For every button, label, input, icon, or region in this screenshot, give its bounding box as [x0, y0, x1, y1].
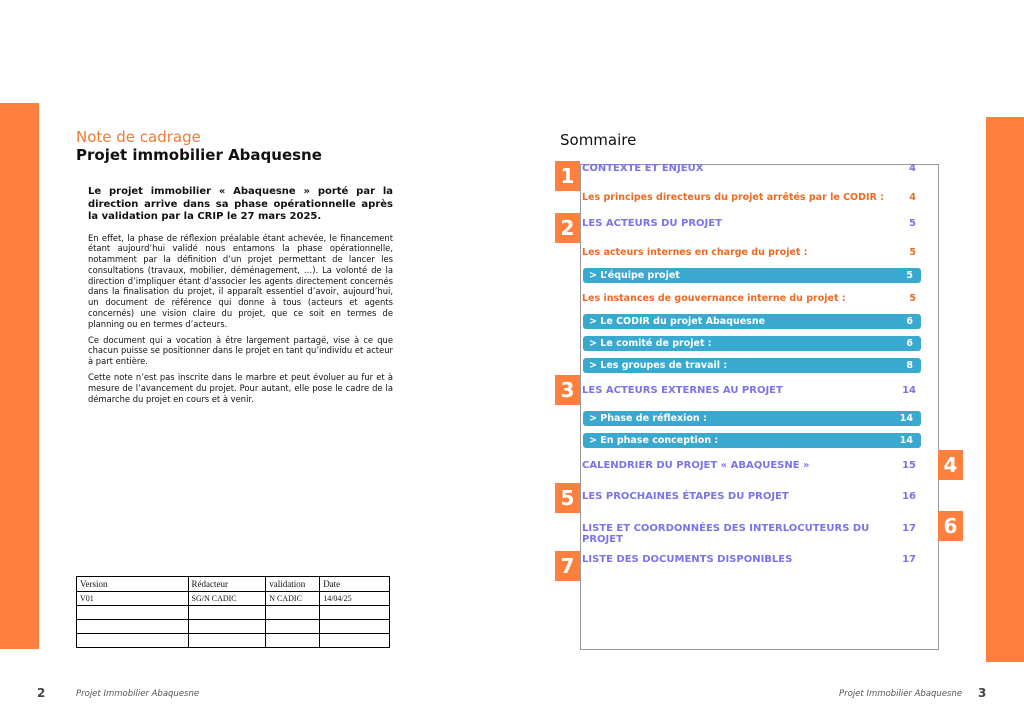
- toc-entry-page: 4: [909, 163, 916, 174]
- left-accent-band: [0, 103, 39, 649]
- section-number-7: 7: [555, 551, 580, 581]
- table-cell: [77, 606, 189, 620]
- validation-header: validation: [266, 577, 320, 592]
- document-title-project: Projet immobilier Abaquesne: [76, 146, 322, 164]
- table-row: [77, 592, 390, 606]
- toc-entry-page: 5: [909, 293, 916, 304]
- toc-entry-label: CONTEXTE ET ENJEUX: [582, 163, 704, 174]
- toc-entry-page: 5: [909, 218, 916, 229]
- toc-entry-page: 17: [902, 523, 916, 534]
- section-number-3: 3: [555, 375, 580, 405]
- toc-entry-external-actors[interactable]: [582, 385, 916, 396]
- toc-entry-page: 17: [902, 554, 916, 565]
- table-row: [77, 634, 390, 648]
- section-number-6: 6: [938, 511, 963, 541]
- toc-entry-internal-actors[interactable]: [582, 247, 916, 258]
- toc-entry-principles[interactable]: [582, 192, 916, 203]
- table-cell: [77, 620, 189, 634]
- toc-entry-project-team[interactable]: [583, 268, 921, 283]
- document-title: [76, 128, 322, 165]
- toc-frame: [580, 164, 939, 650]
- page-number-right: 3: [978, 686, 987, 700]
- toc-entry-page: 16: [902, 491, 916, 502]
- toc-entry-documents[interactable]: [582, 554, 916, 565]
- toc-entry-reflection-phase[interactable]: [583, 411, 921, 426]
- toc-entry-page: 14: [902, 385, 916, 396]
- toc-entry-label: > En phase conception :: [589, 435, 719, 446]
- toc-entry-page: 14: [899, 413, 913, 424]
- toc-entry-label: LES ACTEURS EXTERNES AU PROJET: [582, 385, 783, 396]
- table-cell: [266, 634, 320, 648]
- table-cell: [188, 620, 266, 634]
- table-cell: [188, 606, 266, 620]
- section-number-2: 2: [555, 213, 580, 243]
- toc-entry-codir[interactable]: [583, 314, 921, 329]
- toc-entry-page: 4: [909, 192, 916, 203]
- toc-entry-label: LISTE ET COORDONNÉES DES INTERLOCUTEURS DU PROJET: [582, 523, 870, 545]
- intro-lead: Le projet immobilier « Abaquesne » porté par la direction arrive dans sa phase opérationnelle après la validation par la CRIP le 27 mars 2025.: [88, 186, 393, 222]
- page-number-left: 2: [37, 686, 46, 700]
- table-cell: [320, 606, 390, 620]
- intro-text: [88, 186, 393, 409]
- toc-entry-label: Les instances de gouvernance interne du projet :: [582, 293, 846, 304]
- toc-entry-working-groups[interactable]: [583, 358, 921, 373]
- toc-entry-label: LES PROCHAINES ÉTAPES DU PROJET: [582, 491, 789, 502]
- toc-entry-page: 6: [906, 338, 913, 349]
- toc-entry-label: > L’équipe projet: [589, 270, 680, 281]
- footer-right: Projet Immobilier Abaquesne: [839, 689, 963, 699]
- date-header: Date: [320, 577, 390, 592]
- version-header: Version: [77, 577, 189, 592]
- section-number-4: 4: [938, 450, 963, 480]
- toc-entry-actors[interactable]: [582, 218, 916, 229]
- toc-entry-label: Les acteurs internes en charge du projet :: [582, 247, 808, 258]
- toc-entry-label: CALENDRIER DU PROJET « ABAQUESNE »: [582, 460, 810, 471]
- table-cell: [320, 620, 390, 634]
- toc-entry-next-steps[interactable]: [582, 491, 916, 502]
- toc-entry-label: LES ACTEURS DU PROJET: [582, 218, 722, 229]
- toc-entry-contacts[interactable]: [582, 523, 916, 545]
- table-row: [77, 620, 390, 634]
- toc-title: Sommaire: [560, 131, 637, 149]
- toc-entry-label: Les principes directeurs du projet arrêtés par le CODIR :: [582, 192, 884, 203]
- toc-entry-design-phase[interactable]: [583, 433, 921, 448]
- table-cell: [266, 620, 320, 634]
- toc-entry-page: 14: [899, 435, 913, 446]
- table-cell: [266, 606, 320, 620]
- footer-left: Projet Immobilier Abaquesne: [76, 689, 200, 699]
- table-row: [77, 606, 390, 620]
- toc-entry-page: 6: [906, 316, 913, 327]
- document-title-kind: Note de cadrage: [76, 128, 201, 146]
- table-cell: N CADIC: [266, 592, 320, 606]
- toc-entry-page: 15: [902, 460, 916, 471]
- toc-entry-page: 5: [909, 247, 916, 258]
- table-cell: V01: [77, 592, 189, 606]
- toc-entry-label: > Le comité de projet :: [589, 338, 712, 349]
- toc-entry-label: LISTE DES DOCUMENTS DISPONIBLES: [582, 554, 793, 565]
- toc-entry-project-committee[interactable]: [583, 336, 921, 351]
- table-cell: 14/04/25: [320, 592, 390, 606]
- intro-paragraph-1: En effet, la phase de réflexion préalable étant achevée, le financement étant aujourd’hui validé nous entamons la phase opérationnelle, notamment par la définition d’un projet permettant de lancer les consultations (travaux, mobilier, déménagement, …). La volonté de la direction d’impliquer étant d’associer les agents directement concernés dans la finalisation du projet, il apparaît essentiel d’avoir, aujourd’hui, un document de référence qui donne à tous (acteurs et agents concernés) une vision claire du projet, que ce soit en termes de planning ou en termes d’acteurs.: [88, 232, 393, 329]
- right-accent-band: [986, 117, 1024, 662]
- toc-entry-label: > Phase de réflexion :: [589, 413, 707, 424]
- author-header: Rédacteur: [188, 577, 266, 592]
- toc-entry-label: > Le CODIR du projet Abaquesne: [589, 316, 766, 327]
- table-cell: [320, 634, 390, 648]
- version-table: [76, 576, 390, 648]
- toc-entry-context[interactable]: [582, 163, 916, 174]
- version-table-header: [77, 577, 390, 592]
- toc-entry-page: 8: [906, 360, 913, 371]
- intro-paragraph-2: Ce document qui a vocation à être largement partagé, vise à ce que chacun puisse se positionner dans le projet en tant qu’individu et acteur à part entière.: [88, 334, 393, 367]
- toc-entry-label: > Les groupes de travail :: [589, 360, 728, 371]
- section-number-1: 1: [555, 161, 580, 191]
- table-cell: SG/N CADIC: [188, 592, 266, 606]
- toc-entry-calendar[interactable]: [582, 460, 916, 471]
- table-cell: [188, 634, 266, 648]
- section-number-5: 5: [555, 483, 580, 513]
- toc-entry-page: 5: [906, 270, 913, 281]
- toc-entry-governance[interactable]: [582, 293, 916, 304]
- table-cell: [77, 634, 189, 648]
- intro-paragraph-3: Cette note n’est pas inscrite dans le marbre et peut évoluer au fur et à mesure de l’avancement du projet. Pour autant, elle pose le cadre de la démarche du projet en cours et à venir.: [88, 372, 393, 404]
